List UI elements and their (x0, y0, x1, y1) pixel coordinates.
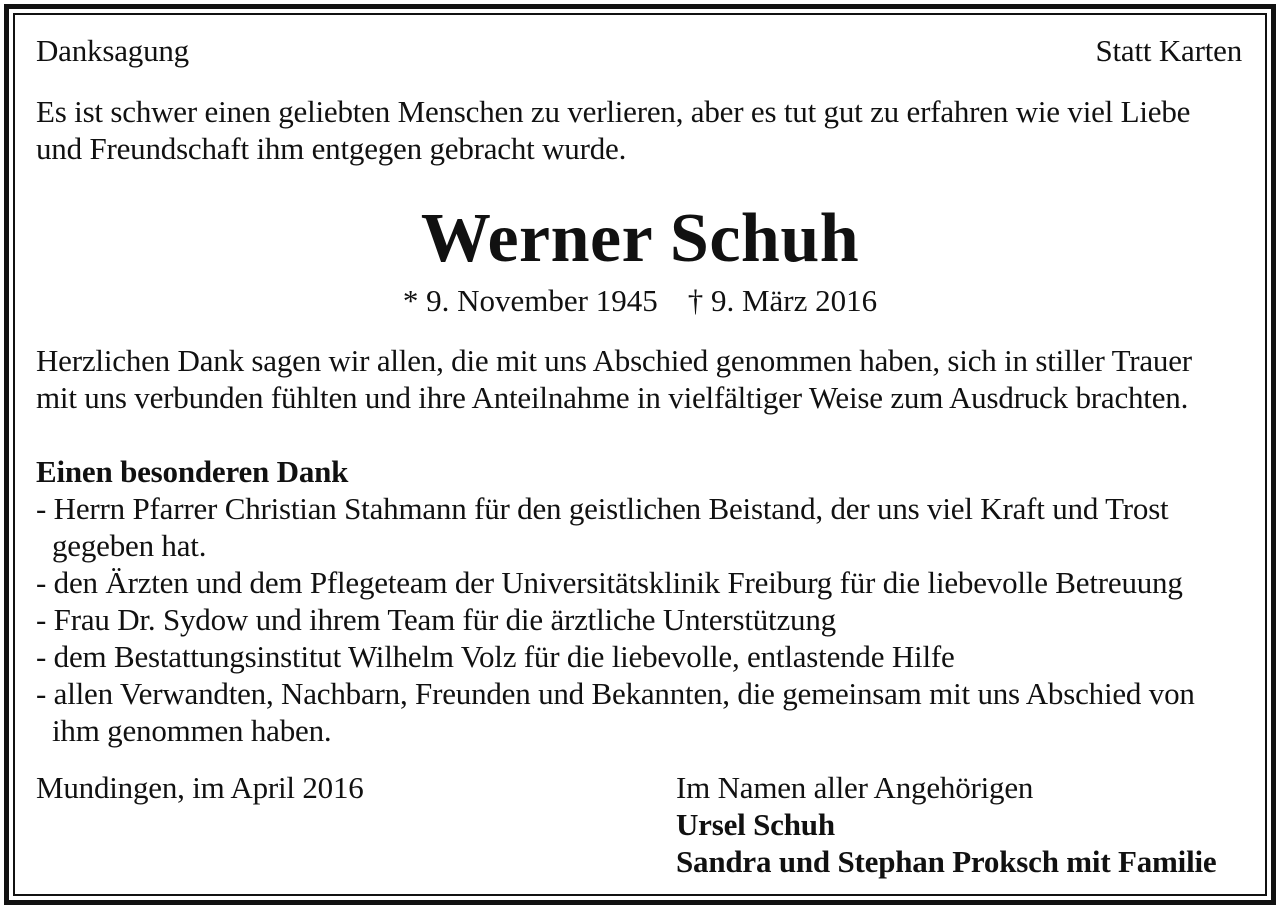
special-thanks-item-continuation: ihm genommen haben. (52, 713, 332, 748)
special-thanks-item: - den Ärzten und dem Pflegeteam der Universitätsklinik Freiburg für die liebevolle Betreuung (36, 565, 1183, 600)
special-thanks-item-continuation: gegeben hat. (52, 528, 207, 563)
special-thanks-item: - allen Verwandten, Nachbarn, Freunden und Bekannten, die gemeinsam mit uns Abschied von (36, 676, 1195, 711)
life-dates (0, 283, 1280, 319)
intro-line-2: und Freundschaft ihm entgegen gebracht wurde. (36, 131, 627, 166)
heading-danksagung: Danksagung (36, 33, 189, 68)
on-behalf-line: Im Namen aller Angehörigen (676, 770, 1034, 805)
death-date: † 9. März 2016 (687, 283, 878, 318)
special-thanks-item: - Herrn Pfarrer Christian Stahmann für den geistlichen Beistand, der uns viel Kraft und Trost (36, 491, 1169, 526)
special-thanks-heading: Einen besonderen Dank (36, 454, 349, 489)
heading-statt-karten: Statt Karten (1095, 33, 1242, 68)
intro-line-1: Es ist schwer einen geliebten Menschen zu verlieren, aber es tut gut zu erfahren wie viel Liebe (36, 94, 1191, 129)
signer-ursel-schuh: Ursel Schuh (676, 807, 835, 842)
special-thanks-item: - dem Bestattungsinstitut Wilhelm Volz für die liebevolle, entlastende Hilfe (36, 639, 955, 674)
thanks-line-1: Herzlichen Dank sagen wir allen, die mit uns Abschied genommen haben, sich in stiller Trauer (36, 343, 1192, 378)
deceased-name: Werner Schuh (420, 200, 860, 277)
birth-date: * 9. November 1945 (402, 283, 658, 318)
special-thanks-item: - Frau Dr. Sydow und ihrem Team für die ärztliche Unterstützung (36, 602, 836, 637)
thanks-line-2: mit uns verbunden fühlten und ihre Anteilnahme in vielfältiger Weise zum Ausdruck brachten. (36, 380, 1189, 415)
signer-proksch-family: Sandra und Stephan Proksch mit Familie (676, 844, 1217, 879)
place-and-date: Mundingen, im April 2016 (36, 770, 364, 805)
